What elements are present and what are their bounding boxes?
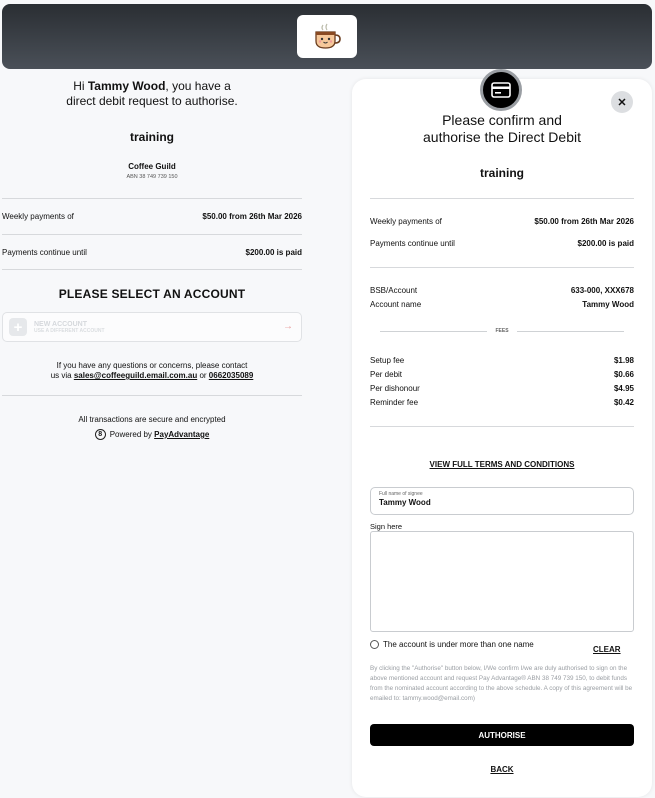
customer-name: Tammy Wood — [87, 79, 166, 93]
account-name-label: Account name — [370, 300, 422, 309]
greeting — [0, 79, 304, 109]
back-link[interactable]: BACK — [490, 765, 514, 774]
divider — [370, 267, 634, 268]
modal-continue-row — [370, 239, 634, 248]
fee-label: Reminder fee — [370, 398, 419, 407]
modal-weekly-value: $50.00 from 26th Mar 2026 — [534, 217, 634, 226]
fee-value: $4.95 — [613, 384, 634, 393]
modal-weekly-label: Weekly payments of — [370, 217, 442, 226]
authorise-button[interactable]: AUTHORISE — [370, 724, 634, 746]
fee-row — [370, 398, 634, 407]
payments-continue-row — [0, 235, 304, 269]
fee-row — [370, 356, 634, 365]
modal-title-line2: authorise the Direct Debit — [423, 129, 581, 145]
payadvantage-link[interactable]: PayAdvantage — [154, 430, 210, 439]
multi-signer-radio[interactable] — [370, 640, 379, 649]
bsb-row — [370, 286, 634, 295]
coffee-cup-logo-icon — [297, 15, 357, 58]
sign-here-label: Sign here — [370, 522, 403, 531]
multi-signer-label: The account is under more than one name — [383, 640, 534, 649]
contact-or: or — [197, 371, 209, 380]
account-name-row — [370, 300, 634, 309]
credit-card-icon — [480, 69, 522, 111]
arrow-right-icon: → — [283, 321, 293, 332]
header-bar — [2, 4, 652, 69]
fee-label: Per debit — [370, 370, 403, 379]
fee-value: $0.42 — [613, 398, 634, 407]
contact-info — [0, 361, 304, 381]
secure-text: All transactions are secure and encrypted — [78, 415, 226, 424]
contact-line1: If you have any questions or concerns, please contact — [56, 361, 248, 370]
contact-email-link[interactable]: sales@coffeeguild.email.com.au — [73, 371, 198, 380]
signature-pad[interactable] — [370, 531, 634, 632]
powered-by — [0, 429, 304, 440]
modal-continue-value: $200.00 is paid — [577, 239, 634, 248]
fee-value: $0.66 — [613, 370, 634, 379]
plus-icon: + — [9, 318, 27, 336]
payadvantage-logo-icon: 8 — [95, 429, 106, 440]
merchant-name: Coffee Guild — [128, 162, 176, 171]
clear-signature-button[interactable]: CLEAR — [593, 645, 621, 654]
fees-separator — [380, 328, 624, 334]
contact-prefix: us via — [50, 371, 74, 380]
divider — [370, 426, 634, 427]
divider — [370, 198, 634, 199]
modal-title-line1: Please confirm and — [442, 112, 562, 128]
legal-text: By clicking the "Authorise" button below, I/We confirm I/we are duly authorised to sign on the above mentioned account and request Pay Advantage® ABN 38 749 739 150, to debit funds from the nominated account according to the above schedule. A copy of this agreement will be emailed to: tammy.wood@email.com) — [370, 665, 633, 702]
fee-label: Per dishonour — [370, 384, 420, 393]
fee-label: Setup fee — [370, 356, 405, 365]
authorise-modal — [352, 79, 652, 797]
multi-signer-option[interactable] — [370, 640, 534, 649]
plan-title: training — [130, 130, 174, 144]
weekly-payments-row — [0, 199, 304, 234]
modal-continue-label: Payments continue until — [370, 239, 455, 248]
continue-value: $200.00 is paid — [245, 247, 302, 257]
terms-link[interactable]: VIEW FULL TERMS AND CONDITIONS — [429, 460, 575, 469]
signee-value[interactable]: Tammy Wood — [379, 498, 431, 507]
divider — [2, 395, 302, 396]
greeting-line2: direct debit request to authorise. — [66, 94, 238, 108]
account-name-value: Tammy Wood — [582, 300, 634, 309]
fee-value: $1.98 — [613, 356, 634, 365]
fees-label: FEES — [495, 328, 509, 334]
select-account-title: PLEASE SELECT AN ACCOUNT — [58, 287, 246, 301]
greeting-suffix: , you have a — [165, 79, 231, 93]
weekly-value: $50.00 from 26th Mar 2026 — [202, 212, 302, 221]
new-account-subtitle: USE A DIFFERENT ACCOUNT — [34, 327, 105, 334]
modal-weekly-row — [370, 217, 634, 226]
bsb-label: BSB/Account — [370, 286, 418, 295]
continue-label: Payments continue until — [2, 247, 87, 257]
new-account-button[interactable] — [2, 312, 302, 342]
signee-name-field[interactable] — [370, 487, 634, 515]
close-icon[interactable]: ✕ — [611, 91, 633, 113]
divider — [2, 269, 302, 270]
new-account-title: NEW ACCOUNT — [34, 320, 88, 328]
modal-plan-title: training — [480, 166, 524, 180]
powered-by-text: Powered by — [109, 430, 155, 439]
signee-label: Full name of signee — [379, 491, 423, 497]
fee-row — [370, 384, 634, 393]
greeting-prefix: Hi — [73, 79, 88, 93]
contact-phone-link[interactable]: 0662035089 — [208, 371, 254, 380]
merchant-abn: ABN 38 749 739 150 — [126, 174, 178, 180]
fee-row — [370, 370, 634, 379]
bsb-value: 633-000, XXX678 — [570, 286, 634, 295]
left-panel — [0, 70, 304, 440]
weekly-label: Weekly payments of — [2, 212, 74, 221]
modal-title — [352, 112, 652, 146]
